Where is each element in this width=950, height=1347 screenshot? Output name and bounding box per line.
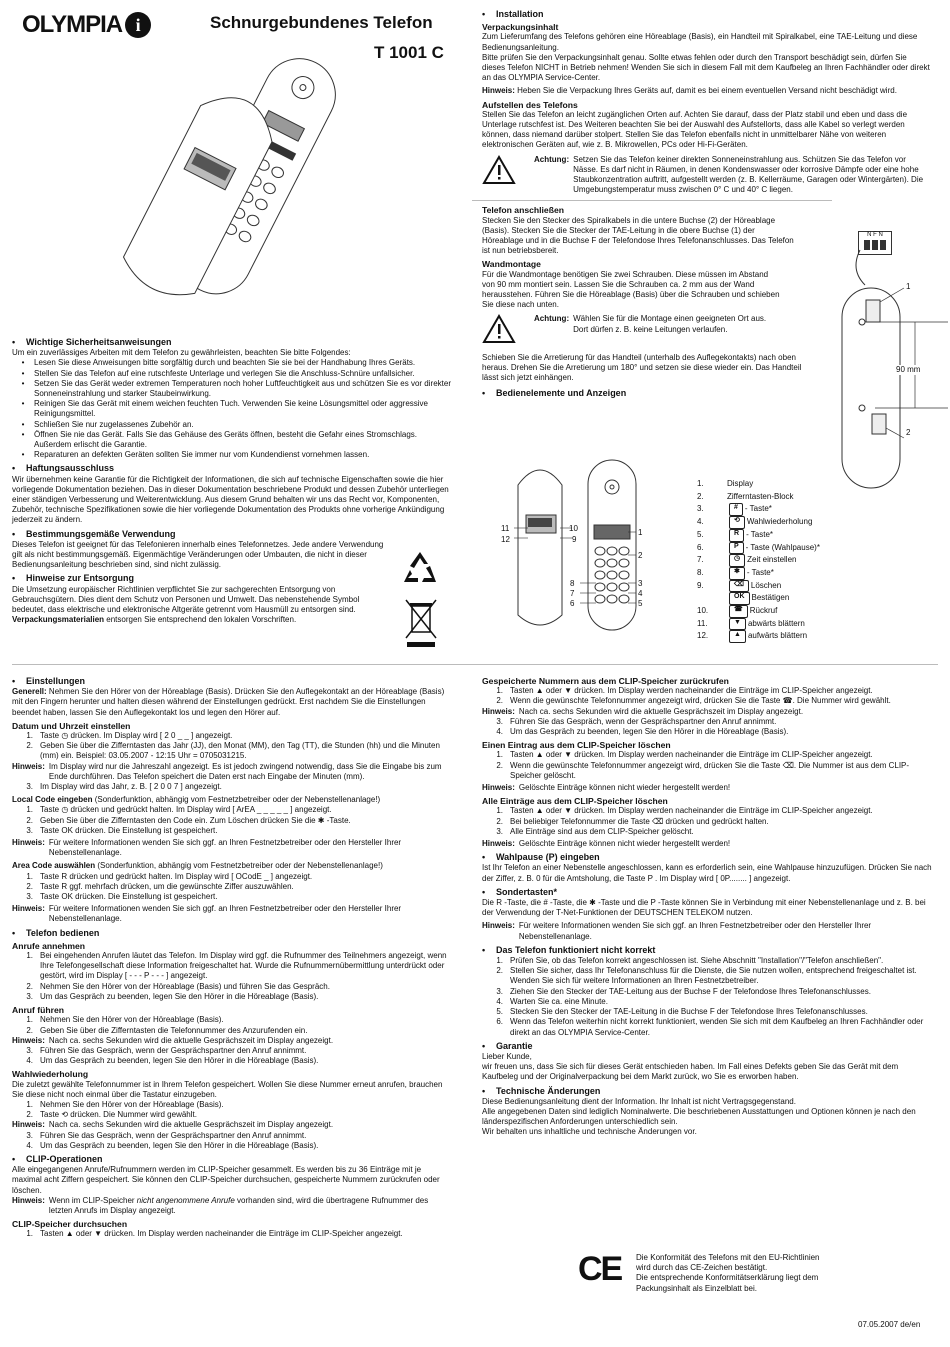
list-item: • Öffnen Sie nie das Gerät. Falls Sie das Gehäuse des Geräts öffnen, besteht die Gefahr eines Stromschlags. Außerdem erlischt die Garantie.: [21, 429, 418, 450]
liability-text: Wir übernehmen keine Garantie für die Richtigkeit der Informationen, die sich auf technische Eigenschaften sowie die hier vorliegende Dokumentation beziehen. Das in dieser Dokumentation beschriebene Produkt und dessen Zubehör unterliegen einer ständigen Verbesserung und Weiterentwicklung. Aus diesem Grund behalten wir uns das Recht vor, Komponenten, Zubehör, technische Spezifikationen sowie die hier vorliegende Dokumentation des Produkts ohne vorherige Ankündigung jederzeit zu ändern.: [12, 474, 449, 525]
list-item: 4. Um das Gespräch zu beenden, legen Sie den Hörer in die Höreablage (Basis).: [496, 727, 789, 737]
callout-4: 4: [638, 589, 643, 598]
ce-mark-icon: CE: [578, 1250, 622, 1288]
pause-heading: • Wahlpause (P) eingeben: [482, 852, 600, 863]
list-item: 1. Taste ◷ drücken. Im Display wird [ 2 0 _ _ ] angezeigt.: [26, 731, 233, 741]
list-item: 1. Tasten ▲ oder ▼ drücken. Im Display werden nacheinander die Einträge im CLIP-Speicher angezeigt.: [496, 806, 873, 816]
clip-heading: • CLIP-Operationen: [12, 1153, 103, 1164]
list-item: 10. ☎ Rückruf: [697, 605, 897, 618]
list-item: 3. Führen Sie das Gespräch, wenn der Gesprächspartner den Anruf annimmt.: [26, 1045, 307, 1055]
list-item: 2. Nehmen Sie den Hörer von der Höreablage (Basis) und führen Sie das Gespräch.: [26, 981, 330, 991]
list-item: 1. Tasten ▲ oder ▼ drücken. Im Display werden nacheinander die Einträge im CLIP-Speicher angezeigt.: [26, 1229, 403, 1239]
list-item: 2. Geben Sie über die Zifferntasten das Jahr (JJ), den Monat (MM), den Tag (TT), die Stunden (hh) und die Minuten (mm) ein. Beispiel: 03.05.2007 - 12:15 Uhr = 0705031215.: [26, 741, 440, 761]
packaging-heading: Verpackungsinhalt: [482, 22, 559, 33]
list-item: 1. Display: [697, 479, 754, 488]
brand-logo: [22, 12, 151, 38]
phone-illustration: [120, 55, 360, 310]
list-item: 1. Bei eingehenden Anrufen läutet das Telefon. Im Display wird ggf. die Rufnummer des Teilnehmers angezeigt, wenn Ihre Telefongesellschaft diese Information freigeschaltet hat. Wurde die Rufnummernübermittlung unterdrückt oder gestört, wird im Display [ - - - P - - - ] angezeigt.: [26, 951, 447, 981]
operation-heading: • Telefon bedienen: [12, 927, 100, 938]
list-item: 11. ▼ abwärts blättern: [697, 618, 897, 631]
trouble-heading: • Das Telefon funktioniert nicht korrekt: [482, 944, 656, 955]
distance-label: 90 mm: [896, 365, 921, 374]
list-item: 2. Taste ⟲ drücken. Die Nummer wird gewählt.: [26, 1110, 197, 1120]
clip-recall-hint: Hinweis: Nach ca. sechs Sekunden wird die aktuelle Gesprächszeit im Display angezeigt.: [482, 706, 804, 716]
tech-line: Diese Bedienungsanleitung dient der Information. Ihr Inhalt ist nicht Vertragsgegenstand.: [482, 1096, 796, 1106]
call-hint: Hinweis: Nach ca. sechs Sekunden wird die aktuelle Gesprächszeit im Display angezeigt.: [12, 1035, 334, 1045]
list-item: 2. Zifferntasten-Block: [697, 491, 794, 501]
settings-heading: • Einstellungen: [12, 676, 86, 686]
call-heading: Anruf führen: [12, 1005, 65, 1016]
wall-mount-diagram: [820, 240, 950, 490]
callback-key-icon: ☎: [729, 605, 748, 618]
callout-1: 1: [638, 528, 643, 537]
list-item: • Lesen Sie diese Anweisungen bitte sorgfältig durch und beachten Sie sie bei der Handhabung Ihres Geräts.: [21, 358, 416, 368]
callout-8: 8: [570, 579, 575, 588]
special-keys-text: Die R -Taste, die # -Taste, die ✱ -Taste und die P -Taste können Sie in Verbindung mit einer Nebenstellenanlage und z. B. bei der Verwendung der T-Net-Funktionen der DEUTSCHEN TELEKOM nutzen.: [482, 898, 926, 918]
list-item: 3. Alle Einträge sind aus dem CLIP-Speicher gelöscht.: [496, 826, 694, 836]
setup-caution: Achtung: Setzen Sie das Telefon keiner direkten Sonneneinstrahlung aus. Schützen Sie das Telefon vor Nässe. Es darf nicht in Räumen, in denen Kondenswasser oder korrosive Dämpfe oder eine hohe Staubkonzentration auftritt, aufgestellt werden (z. B. Kellerräume, Garagen oder Wintergärten). Die Umgebungstemperatur muss zwischen 0° C und 40° C liegen.: [482, 155, 932, 196]
clip-delete-all-heading: Alle Einträge aus dem CLIP-Speicher löschen: [482, 796, 668, 807]
clip-delete-heading: Einen Eintrag aus dem CLIP-Speicher löschen: [482, 740, 671, 751]
tech-heading: • Technische Änderungen: [482, 1085, 601, 1096]
list-item: • Reinigen Sie das Gerät mit einem weichen feuchten Tuch. Verwenden Sie keine Lösungsmittel oder aggressive Reinigungsmittel.: [21, 399, 429, 419]
list-item: 4. Warten Sie ca. eine Minute.: [496, 996, 608, 1006]
list-item: 8. ✱ - Taste*: [697, 567, 897, 580]
special-keys-heading: • Sondertasten*: [482, 886, 558, 897]
setup-text: Stellen Sie das Telefon an leicht zugänglichen Orten auf. Achten Sie darauf, dass der Platz stabil und eben und dass die Unterlage rutschfest ist. Des Weiteren beachten Sie bei der Auswahl des Aufstellorts, dass alle Kabel so verlegt werden können, dass niemand darüber stolpert. Stellen Sie das Telefon ebenfalls nicht in unmittelbarer Nähe von weiteren elektronischen Geräten auf, wie z. B. Mikrowellen, PCs oder Hi-Fi-Geräten.: [482, 109, 908, 150]
list-item: 9. ⌫ Löschen: [697, 580, 897, 593]
divider: [472, 200, 832, 201]
callout-10: 10: [569, 524, 578, 533]
intended-use-text: Dieses Telefon ist geeignet für das Telefonieren innerhalb eines Telefonnetzes. Jede andere Verwendung gilt als nicht bestimmungsgemäß. Eigenmächtige Veränderungen oder Umbauten, die nicht in dieser Bedienungsanleitung beschrieben sind, sind nicht zulässig.: [12, 539, 384, 570]
redial-key-icon: ⟲: [729, 516, 745, 529]
callout-5: 5: [638, 599, 643, 608]
list-item: • Setzen Sie das Gerät weder extremen Temperaturen noch hoher Luftfeuchtigkeit aus und schützen Sie es vor direkter Sonneneinstrahlung und starker Staubeinwirkung.: [21, 378, 451, 399]
page-divider: [12, 664, 938, 665]
list-item: OK Bestätigen: [697, 592, 897, 605]
accept-heading: Anrufe annehmen: [12, 940, 86, 951]
list-item: 3. Um das Gespräch zu beenden, legen Sie den Hörer in die Höreablage (Basis).: [26, 991, 319, 1001]
list-item: 1. Tasten ▲ oder ▼ drücken. Im Display werden nacheinander die Einträge im CLIP-Speicher angezeigt.: [496, 686, 873, 696]
hash-key-icon: #: [729, 503, 743, 516]
wall-caution: Achtung: Wählen Sie für die Montage einen geeigneten Ort aus. Dort dürfen z. B. keine Leitungen verlaufen.: [482, 314, 932, 347]
safety-heading: • Wichtige Sicherheitsanweisungen: [12, 337, 172, 347]
settings-general: Generell: Nehmen Sie den Hörer von der Höreablage (Basis). Drücken Sie den Auflegekontakt an der Höreablage (Basis) mit den Fingern herunter und halten diesen während der Einstellungen gedrückt. Erst nachdem Sie die Einstellungen beendet haben, lassen Sie den Auflegekontakt los und legen den Hörer auf.: [12, 687, 445, 717]
warranty-heading: • Garantie: [482, 1040, 533, 1051]
callout-1: 1: [906, 282, 911, 291]
area-code-hint: Hinweis: Für weitere Informationen wenden Sie sich ggf. an Ihren Festnetzbetreiber oder den Hersteller Ihrer Nebenstellenanlage.: [12, 904, 402, 924]
list-item: 3. Ziehen Sie den Stecker der TAE-Leitung aus der Buchse F der Telefondose Ihres Telefonanschlusses.: [496, 986, 871, 996]
redial-hint: Hinweis: Nach ca. sechs Sekunden wird die aktuelle Gesprächszeit im Display angezeigt.: [12, 1120, 334, 1130]
wall-text: Für die Wandmontage benötigen Sie zwei Schrauben. Diese müssen im Abstand von 90 mm montiert sein. Lassen Sie die Schrauben ca. 2 mm aus der Wand herausstehen. Führen Sie die Höreablage (Basis) über die Schrauben und schieben Sie diese nach unten.: [482, 269, 780, 310]
recycle-icon: [398, 548, 442, 592]
delete-key-icon: ⌫: [729, 580, 749, 593]
list-item: • Schließen Sie nur zugelassenes Zubehör an.: [21, 419, 194, 429]
local-code-heading: Local Code eingeben (Sonderfunktion, abhängig vom Festnetzbetreiber oder der Nebenstellenanlage!): [12, 795, 381, 805]
warning-triangle-icon: [482, 155, 534, 196]
down-key-icon: ▼: [729, 618, 746, 631]
page-title: Schnurgebundenes Telefon: [210, 13, 433, 32]
list-item: 7. ◷ Zeit einstellen: [697, 554, 897, 567]
list-item: 2. Geben Sie über die Zifferntasten die Telefonnummer des Anzurufenden ein.: [26, 1025, 308, 1035]
brand-name: OLYMPIA: [22, 10, 123, 38]
wall-text-2: Schieben Sie die Arretierung für das Handteil (unterhalb des Auflegekontakts) nach oben heraus. Drehen Sie die Arretierung um 180° und setzen sie diese wieder ein. Das Handteil lässt sich jetzt einhängen.: [482, 352, 802, 383]
r-key-icon: R: [729, 529, 744, 542]
callout-9: 9: [572, 535, 577, 544]
ok-key-icon: OK: [729, 592, 750, 605]
packaging-disposal: Verpackungsmaterialien entsorgen Sie entsprechend den lokalen Vorschriften.: [12, 615, 297, 625]
wall-heading: Wandmontage: [482, 259, 541, 270]
clock-key-icon: ◷: [729, 554, 745, 567]
warranty-greeting: Lieber Kunde,: [482, 1051, 532, 1061]
tech-line: Alle angegebenen Daten sind lediglich Nominalwerte. Die beschriebenen Ausstattungen und Optionen können je nach den länderspezifischen Anforderungen unterschiedlich sein.: [482, 1106, 916, 1127]
clip-hint: Hinweis: Wenn im CLIP-Speicher nicht angenommene Anrufe vorhanden sind, wird die übertragene Rufnummer des letzten Anrufs im Display angezeigt.: [12, 1195, 429, 1215]
connect-text: Stecken Sie den Stecker des Spiralkabels in die untere Buchse (2) der Höreablage (Basis). Stecken Sie die Stecker der TAE-Leitung in die obere Buchse (1) der Höreablage und in die Buchse F der Telefondose Ihres Telefonanschlusses. Das Telefon ist nun betriebsbereit.: [482, 215, 794, 256]
clip-text: Alle eingegangenen Anrufe/Rufnummern werden im CLIP-Speicher gesammelt. Es werden bis zu 36 Einträge mit je maximal acht Ziffern gespeichert. Sie können den CLIP-Speicher durchsuchen, gespeicherte Nummern zurückrufen oder löschen.: [12, 1165, 440, 1195]
up-key-icon: ▲: [729, 630, 746, 643]
tech-line: Wir behalten uns inhaltliche und technische Änderungen vor.: [482, 1127, 697, 1137]
installation-heading: • Installation: [482, 9, 544, 19]
list-item: 3. Führen Sie das Gespräch, wenn der Gesprächspartner den Anruf annimmt.: [26, 1130, 307, 1140]
list-item: 5. Stecken Sie den Stecker der TAE-Leitung in die Buchse F der Telefondose Ihres Telefonanschlusses.: [496, 1007, 868, 1017]
list-item: 12. ▲ aufwärts blättern: [697, 630, 897, 643]
local-code-hint: Hinweis: Für weitere Informationen wenden Sie sich ggf. an Ihren Festnetzbetreiber oder den Hersteller Ihrer Nebenstellenanlage.: [12, 838, 402, 858]
star-key-icon: ✱: [729, 567, 745, 580]
list-item: 1. Taste R drücken und gedrückt halten. Im Display wird [ OCodE _ ] angezeigt.: [26, 871, 313, 881]
date-heading: Datum und Uhrzeit einstellen: [12, 720, 131, 731]
clip-recall-heading: Gespeicherte Nummern aus dem CLIP-Speicher zurückrufen: [482, 676, 729, 686]
list-item: 6. P - Taste (Wahlpause)*: [697, 542, 897, 555]
list-item: 2. Taste R ggf. mehrfach drücken, um die gewünschte Ziffer auszuwählen.: [26, 881, 294, 891]
special-keys-hint: Hinweis: Für weitere Informationen wenden Sie sich ggf. an Ihren Festnetzbetreiber oder den Hersteller Ihrer Nebenstellenanlage.: [482, 921, 872, 941]
list-item: 5. R - Taste*: [697, 529, 897, 542]
list-item: • Reparaturen an defekten Geräten sollten Sie immer nur vom Kundendienst vornehmen lassen.: [21, 450, 370, 460]
list-item: 1. Nehmen Sie den Hörer von der Höreablage (Basis).: [26, 1015, 224, 1025]
area-code-heading: Area Code auswählen (Sonderfunktion, abhängig vom Festnetzbetreiber oder der Nebenstellenanlage!): [12, 861, 383, 871]
left-bottom-column: [12, 676, 452, 1240]
list-item: 3. # - Taste*: [697, 503, 897, 516]
tae-socket-icon: N F N: [858, 231, 892, 255]
clip-delete-hint: Hinweis: Gelöschte Einträge können nicht wieder hergestellt werden!: [482, 783, 731, 793]
connect-heading: Telefon anschließen: [482, 205, 564, 216]
list-item: 2. Wenn die gewünschte Telefonnummer angezeigt wird, drücken Sie die Taste ⌫. Die Nummer ist aus dem CLIP-Speicher gelöscht.: [496, 760, 910, 780]
list-item: 2. Stellen Sie sicher, dass Ihr Telefonanschluss für die Dienste, die Sie nutzen wollen, entsprechend freigeschaltet ist. Wenden Sie sich für weitere Informationen an Ihren Festnetzbetreiber.: [496, 966, 917, 986]
list-item: 4. Um das Gespräch zu beenden, legen Sie den Hörer in die Höreablage (Basis).: [26, 1056, 319, 1066]
footer-date: 07.05.2007 de/en: [858, 1320, 921, 1329]
redial-text: Die zuletzt gewählte Telefonnummer ist in Ihrem Telefon gespeichert. Wollen Sie diese Nummer erneut anrufen, brauchen Sie diese nicht noch einmal über die Tastatur einzugeben.: [12, 1079, 443, 1099]
clip-delete-all-hint: Hinweis: Gelöschte Einträge können nicht wieder hergestellt werden!: [482, 839, 731, 849]
left-top-column: [12, 333, 452, 625]
callout-6: 6: [570, 599, 575, 608]
callout-2: 2: [906, 428, 911, 437]
right-bottom-column: [482, 676, 932, 1138]
list-item: 4. ⟲ Wahlwiederholung: [697, 516, 897, 529]
model-number: T 1001 C: [374, 43, 444, 62]
warning-triangle-icon: [482, 314, 534, 347]
callout-3: 3: [638, 579, 643, 588]
liability-heading: • Haftungsausschluss: [12, 463, 115, 474]
list-item: 6. Wenn das Telefon weiterhin nicht korrekt funktioniert, wenden Sie sich mit dem Kaufbeleg an Ihren Fachhändler oder direkt an das OLYMPIA Service-Center.: [496, 1017, 924, 1037]
weee-bin-icon: [404, 596, 438, 648]
packaging-hint: Hinweis: Heben Sie die Verpackung Ihres Geräts auf, damit es bei einem eventuellen Versand nicht beschädigt wird.: [482, 86, 897, 96]
list-item: 3. Führen Sie das Gespräch, wenn der Gesprächspartner den Anruf annimmt.: [496, 716, 777, 726]
intended-use-heading: • Bestimmungsgemäße Verwendung: [12, 528, 176, 539]
callout-12: 12: [501, 535, 510, 544]
warranty-text: wir freuen uns, dass Sie sich für dieses Gerät entschieden haben. Im Fall eines Defekts geben Sie das Gerät mit dem Kaufbeleg und der Originalverpackung bei dem Markt zurück, wo Sie es erworben haben.: [482, 1062, 899, 1082]
list-item: 1. Taste ◷ drücken und gedrückt halten. Im Display wird [ ArEA _ _ _ _ _ ] angezeigt.: [26, 805, 332, 815]
list-item: 3. Taste OK drücken. Die Einstellung ist gespeichert.: [26, 892, 218, 902]
callout-11: 11: [501, 524, 510, 533]
packaging-text: Zum Lieferumfang des Telefons gehören eine Höreablage (Basis), ein Handteil mit Spiralkabel, eine TAE-Leitung und diese Bedienungsanleitung.: [482, 32, 918, 52]
clip-search-heading: CLIP-Speicher durchsuchen: [12, 1219, 128, 1230]
olympia-i-icon: i: [125, 12, 151, 38]
date-hint: Hinweis: Im Display wird nur die Jahreszahl angezeigt. Es ist jedoch zwingend notwendig, dass Sie die Eingabe bis zum Ende durchführen. Das Telefon speichert die Daten erst nach Eingabe der Minuten (mm).: [12, 761, 442, 781]
list-item: 1. Tasten ▲ oder ▼ drücken. Im Display werden nacheinander die Einträge im CLIP-Speicher angezeigt.: [496, 750, 873, 760]
list-item: 2. Bei beliebiger Telefonnummer die Taste ⌫ drücken und gedrückt halten.: [496, 816, 769, 826]
list-item: 3. Taste OK drücken. Die Einstellung ist gespeichert.: [26, 825, 218, 835]
controls-illustration: [500, 455, 680, 635]
disposal-heading: • Hinweise zur Entsorgung: [12, 573, 135, 584]
packaging-text-2: Bitte prüfen Sie den Verpackungsinhalt genau. Sollte etwas fehlen oder durch den Transport beschädigt sein, dürfen Sie dieses Telefon NICHT in Betrieb nehmen! Wenden Sie sich in diesem Fall mit dem Kaufbeleg an Ihren Fachhändler oder direkt an das OLYMPIA Service-Center.: [482, 52, 930, 83]
list-item: • Stellen Sie das Telefon auf eine rutschfeste Unterlage und verlegen Sie die Anschluss-Schnüre unfallsicher.: [21, 368, 415, 378]
list-item: 4. Um das Gespräch zu beenden, legen Sie den Hörer in die Höreablage (Basis).: [26, 1140, 319, 1150]
callout-7: 7: [570, 589, 575, 598]
ce-text: Die Konformität des Telefons mit den EU-Richtlinien wird durch das CE-Zeichen bestätigt. Die entsprechende Konformitätserklärung liegt dem Packungsinhalt als Einzelblatt bei.: [636, 1253, 820, 1293]
safety-intro: Um ein zuverlässiges Arbeiten mit dem Telefon zu gewährleisten, beachten Sie bitte Folgendes:: [12, 348, 351, 358]
callout-2: 2: [638, 551, 643, 560]
redial-heading: Wahlwiederholung: [12, 1069, 89, 1080]
list-item: 1. Prüfen Sie, ob das Telefon korrekt angeschlossen ist. Siehe Abschnitt "Installation"/"Telefon anschließen".: [496, 956, 884, 966]
disposal-text: Die Umsetzung europäischer Richtlinien verpflichtet Sie zur sachgerechten Entsorgung von Gebrauchsgütern. Dies dient dem Schutz von Personen und Umwelt. Das nebenstehende Symbol bedeutet, dass elektrische und elektronische Altgeräte getrennt vom Hausmüll zu entsorgen sind.: [12, 584, 360, 615]
controls-heading: • Bedienelemente und Anzeigen: [482, 388, 627, 399]
safety-list: [12, 358, 452, 460]
list-item: 2. Wenn die gewünschte Telefonnummer angezeigt wird, drücken Sie die Taste ☎. Die Nummer wird gewählt.: [496, 696, 891, 706]
list-item: 1. Nehmen Sie den Hörer von der Höreablage (Basis).: [26, 1099, 224, 1109]
list-item: 3. Im Display wird das Jahr, z. B. [ 2 0 0 7 ] angezeigt.: [26, 782, 222, 792]
p-key-icon: P: [729, 542, 744, 555]
pause-text: Ist Ihr Telefon an einer Nebenstelle angeschlossen, kann es erforderlich sein, eine Wahlpause hinzuzufügen. Drücken Sie nach der Ziffer, z. B. 0 für die Amtsholung, die Taste P . Im Display wird [ 0P........ ] angezeigt.: [482, 863, 932, 883]
setup-heading: Aufstellen des Telefons: [482, 99, 578, 110]
list-item: 2. Geben Sie über die Zifferntasten den Code ein. Zum Löschen drücken Sie die ✱ -Taste.: [26, 815, 351, 825]
controls-legend: [697, 478, 897, 643]
